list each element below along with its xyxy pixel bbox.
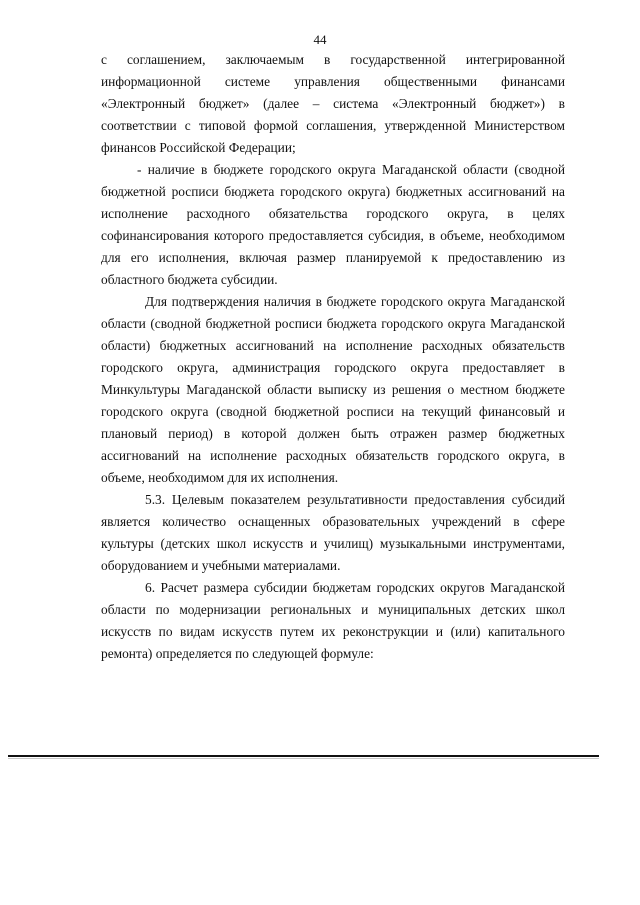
document-body <box>101 49 565 665</box>
footer-divider-shadow <box>8 758 599 759</box>
paragraph-subsidy-calculation: 6. Расчет размера субсидии бюджетам городских округов Магаданской области по модернизации региональных и муниципальных детских школ искусств по видам искусств путем их реконструкции и (или) капитального ремонта) определяется по следующей формуле: <box>101 580 565 661</box>
paragraph-budget-confirmation: Для подтверждения наличия в бюджете городского округа Магаданской области (сводной бюджетной росписи бюджета городского округа Магаданской области) бюджетных ассигнований на исполнение расходных обязательств городского округа, администрация городского округа предоставляет в Минкультуры Магаданской области выписку из решения о местном бюджете городского округа (сводной бюджетной росписи на текущий финансовый и плановый период) в которой должен быть отражен размер бюджетных ассигнований на исполнение расходных обязательств городского округа, в объеме, необходимом для их исполнения. <box>101 294 565 485</box>
paragraph-agreement-continuation: с соглашением, заключаемым в государственной интегрированной информационной системе управления общественными финансами «Электронный бюджет» (далее – система «Электронный бюджет») в соответствии с типовой формой соглашения, утвержденной Министерством финансов Российской Федерации; <box>101 52 565 155</box>
footer-divider <box>8 755 599 757</box>
paragraph-budget-availability-condition: - наличие в бюджете городского округа Магаданской области (сводной бюджетной росписи бюджета городского округа) бюджетных ассигнований на исполнение расходного обязательства городского округа, в целях софинансирования которого предоставляется субсидия, в объеме, необходимом для его исполнения, включая размер планируемой к предоставлению из областного бюджета субсидии. <box>101 162 565 287</box>
paragraph-target-indicator: 5.3. Целевым показателем результативности предоставления субсидий является количество оснащенных образовательных учреждений в сфере культуры (детских школ искусств и училищ) музыкальными инструментами, оборудованием и учебными материалами. <box>101 492 565 573</box>
page-number: 44 <box>313 32 327 47</box>
